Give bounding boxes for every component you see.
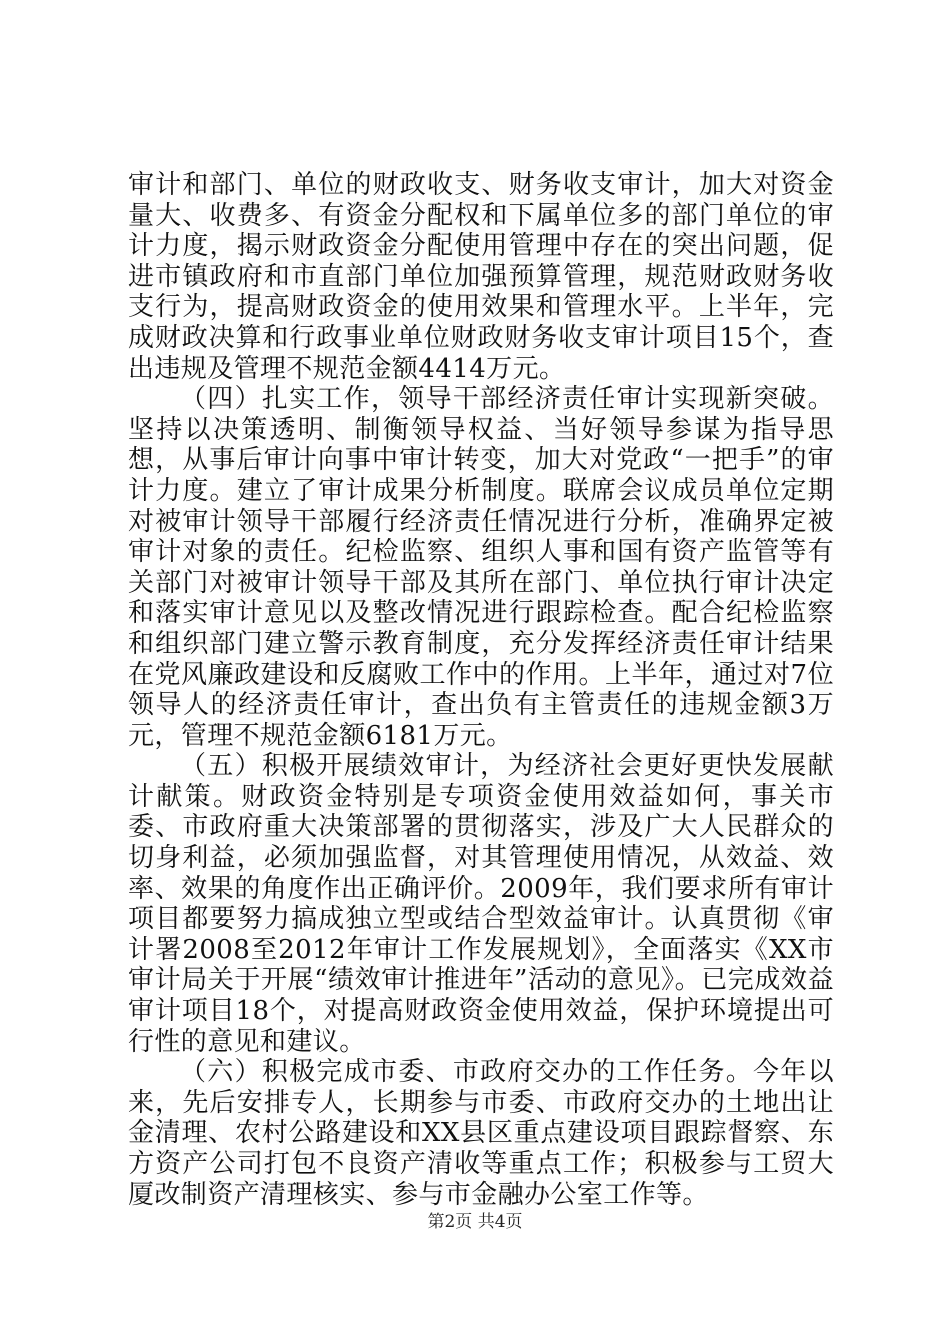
paragraph-section-5: （五）积极开展绩效审计，为经济社会更好更快发展献计献策。财政资金特别是专项资金使用效益如何，事关市委、市政府重大决策部署的贯彻落实，涉及广大人民群众的切身利益，必须加强监督，对其管理使用情况，从效益、效率、效果的角度作出正确评价。2009年，我们要求所有审计项目都要努力搞成独立型或结合型效益审计。认真贯彻《审计署2008至2012年审计工作发展规划》，全面落实《XX市审计局关于开展“绩效审计推进年”活动的意见》。已完成效益审计项目18个，对提高财政资金使用效益，保护环境提出可行性的意见和建议。: [128, 751, 834, 1057]
paragraph-section-6: （六）积极完成市委、市政府交办的工作任务。今年以来，先后安排专人，长期参与市委、市政府交办的土地出让金清理、农村公路建设和XX县区重点建设项目跟踪督察、东方资产公司打包不良资产清收等重点工作；积极参与工贸大厦改制资产清理核实、参与市金融办公室工作等。: [128, 1057, 834, 1210]
page-footer: 第2页 共4页: [427, 1212, 523, 1232]
paragraph-section-4: （四）扎实工作，领导干部经济责任审计实现新突破。坚持以决策透明、制衡领导权益、当好领导参谋为指导思想，从事后审计向事中审计转变，加大对党政“一把手”的审计力度。建立了审计成果分析制度。联席会议成员单位定期对被审计领导干部履行经济责任情况进行分析，准确界定被审计对象的责任。纪检监察、组织人事和国有资产监管等有关部门对被审计领导干部及其所在部门、单位执行审计决定和落实审计意见以及整改情况进行跟踪检查。配合纪检监察和组织部门建立警示教育制度，充分发挥经济责任审计结果在党风廉政建设和反腐败工作中的作用。上半年，通过对7位领导人的经济责任审计，查出负有主管责任的违规金额3万元，管理不规范金额6181万元。: [128, 384, 834, 751]
document-body: [128, 170, 834, 1210]
paragraph-continuation: 审计和部门、单位的财政收支、财务收支审计，加大对资金量大、收费多、有资金分配权和下属单位多的部门单位的审计力度，揭示财政资金分配使用管理中存在的突出问题，促进市镇政府和市直部门单位加强预算管理，规范财政财务收支行为，提高财政资金的使用效果和管理水平。上半年，完成财政决算和行政事业单位财政财务收支审计项目15个，查出违规及管理不规范金额4414万元。: [128, 170, 834, 384]
